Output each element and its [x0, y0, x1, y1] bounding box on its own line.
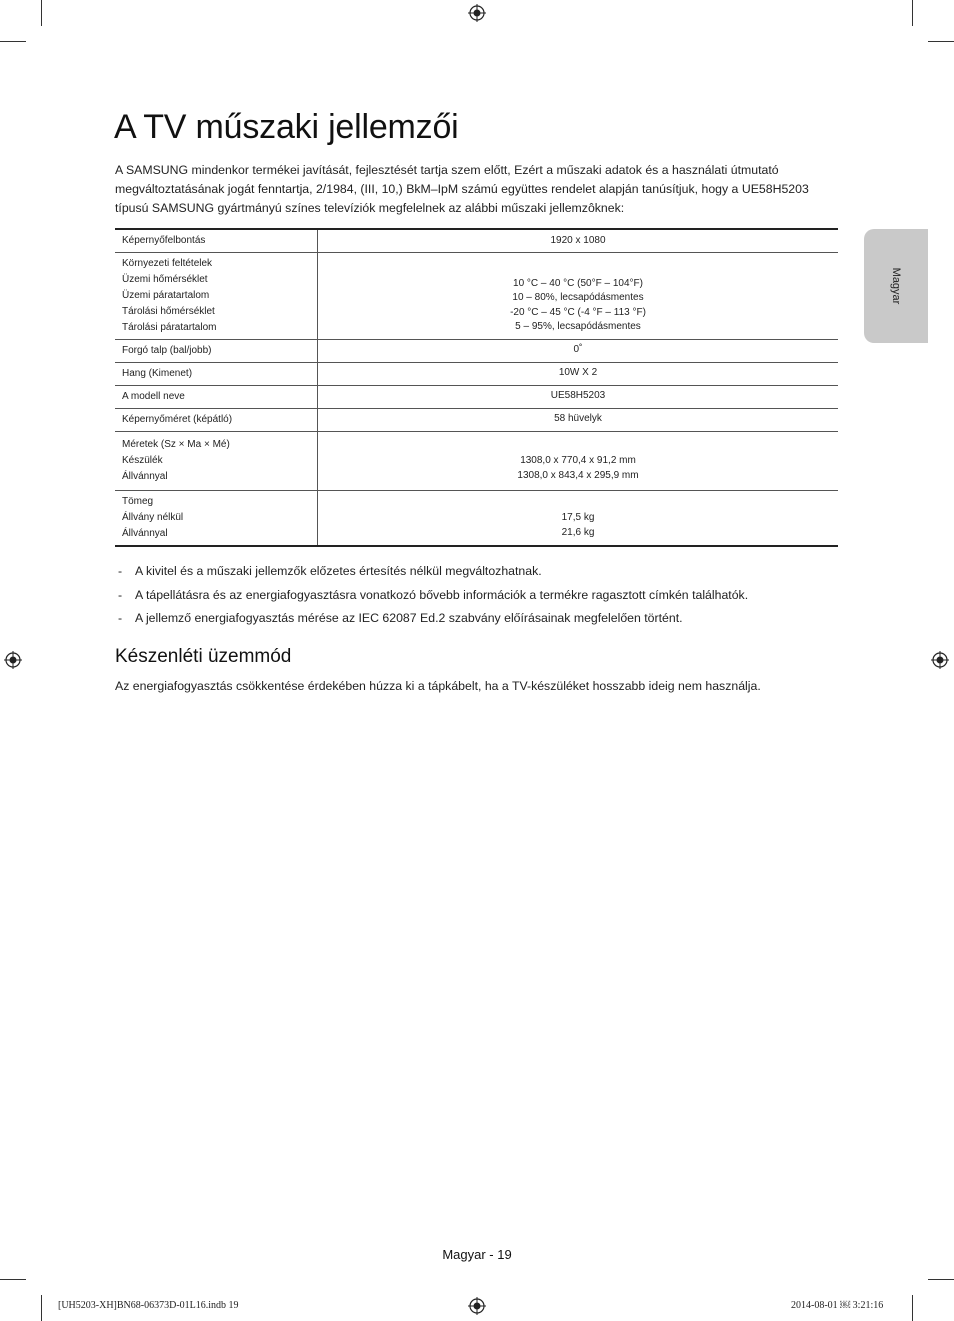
spec-row-sound — [115, 362, 838, 385]
spec-value: 58 hüvelyk — [318, 408, 839, 431]
registration-mark-icon — [468, 4, 486, 22]
spec-row-environment — [115, 252, 838, 339]
crop-mark — [912, 1295, 913, 1321]
registration-mark-icon — [468, 1297, 486, 1315]
spec-row-weight — [115, 490, 838, 546]
spec-row-screen-size — [115, 408, 838, 431]
spec-row-swivel — [115, 339, 838, 362]
spec-table — [115, 228, 838, 547]
spec-value: 1308,0 x 770,4 x 91,2 mm 1308,0 x 843,4 x 295,9 mm — [318, 431, 839, 490]
crop-mark — [928, 41, 954, 42]
spec-value: 0˚ — [318, 339, 839, 362]
spec-value: UE58H5203 — [318, 385, 839, 408]
spec-label: Képernyőfelbontás — [115, 229, 318, 252]
side-tab-label: Magyar — [890, 267, 902, 305]
notes-list — [115, 562, 840, 633]
intro-paragraph: A SAMSUNG mindenkor termékei javítását, fejlesztését tartja szem előtt, Ezért a műszaki adatok és a használati útmutató megváltoztatásának jogát fenntartja, 2/1984, (III, 10,) BkM–IpM számú együttes rendelet alapján tanúsítjuk, hogy a UE58H5203 típusú SAMSUNG gyártmányú színes televíziók megfelelnek az alábbi műszaki jellemzôknek: — [115, 163, 809, 215]
spec-value: 17,5 kg 21,6 kg — [318, 490, 839, 546]
standby-text: Az energiafogyasztás csökkentése érdekében húzza ki a tápkábelt, ha a TV-készüléket hosszabb ideig nem használja. — [115, 679, 761, 693]
crop-mark — [0, 41, 26, 42]
list-item: - A jellemző energiafogyasztás mérése az IEC 62087 Ed.2 szabvány előírásainak megfelelően történt. — [118, 611, 683, 625]
page-number: Magyar - 19 — [442, 1247, 512, 1262]
spec-value: 1920 x 1080 — [318, 229, 839, 252]
footer-timestamp: 2014-08-01 ￼ 3:21:16 — [791, 1300, 884, 1311]
spec-row-dimensions — [115, 431, 838, 490]
registration-mark-icon — [931, 651, 949, 669]
spec-label: Környezeti feltételek Üzemi hőmérséklet Üzemi páratartalom Tárolási hőmérséklet Tárolási páratartalom — [115, 252, 318, 339]
footer-file-info: [UH5203-XH]BN68-06373D-01L16.indb 19 — [58, 1300, 239, 1311]
spec-label: Tömeg Állvány nélkül Állvánnyal — [115, 490, 318, 546]
list-item: - A tápellátásra és az energiafogyasztásra vonatkozó bővebb információk a termékre ragasztott címkén találhatók. — [118, 587, 749, 602]
spec-value: 10W X 2 — [318, 362, 839, 385]
list-item: - A kivitel és a műszaki jellemzők előzetes értesítés nélkül megváltozhatnak. — [118, 564, 542, 578]
spec-label: Képernyőméret (képátló) — [115, 408, 318, 431]
page-title: A TV műszaki jellemzői — [114, 108, 459, 146]
crop-mark — [0, 1279, 26, 1280]
registration-mark-icon — [4, 651, 22, 669]
spec-label: Hang (Kimenet) — [115, 362, 318, 385]
spec-label: Méretek (Sz × Ma × Mé) Készülék Állvánnyal — [115, 431, 318, 490]
spec-row-model — [115, 385, 838, 408]
spec-label: A modell neve — [115, 385, 318, 408]
crop-mark — [928, 1279, 954, 1280]
spec-label: Forgó talp (bal/jobb) — [115, 339, 318, 362]
crop-mark — [41, 0, 42, 26]
standby-heading: Készenléti üzemmód — [115, 646, 292, 667]
crop-mark — [912, 0, 913, 26]
language-side-tab — [864, 229, 928, 343]
spec-value: 10 °C – 40 °C (50°F – 104°F) 10 – 80%, lecsapódásmentes -20 °C – 45 °C (-4 °F – 113 °F) 5 – 95%, lecsapódásmentes — [318, 252, 839, 339]
crop-mark — [41, 1295, 42, 1321]
spec-row-resolution — [115, 229, 838, 252]
